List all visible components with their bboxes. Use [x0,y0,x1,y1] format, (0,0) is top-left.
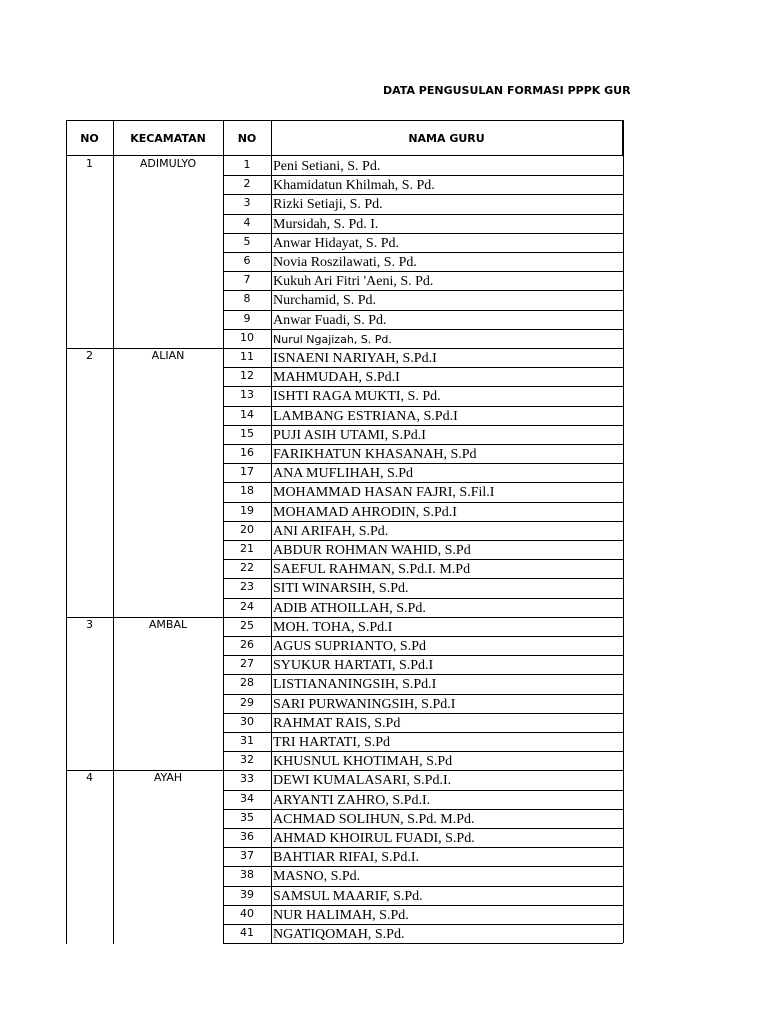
teacher-name: SITI WINARSIH, S.Pd. [273,581,409,597]
teacher-number: 34 [240,791,254,805]
teacher-number: 32 [240,753,254,767]
teacher-name: Kukuh Ari Fitri 'Aeni, S. Pd. [273,274,434,290]
kecamatan-name: AYAH [153,771,183,785]
teacher-number: 38 [240,868,254,882]
teacher-number: 5 [243,234,251,248]
teacher-number: 27 [240,657,254,671]
teacher-number: 23 [240,580,254,594]
teacher-table [66,120,623,944]
teacher-number: 9 [243,311,251,325]
teacher-number: 41 [240,926,254,939]
teacher-name: RAHMAT RAIS, S.Pd [273,715,401,731]
teacher-number: 16 [240,446,254,459]
teacher-number: 36 [240,830,254,843]
header-kecamatan: KECAMATAN [113,120,223,156]
header-no-guru: NO [223,120,271,156]
group-number: 3 [86,617,93,631]
teacher-name: Peni Setiani, S. Pd. [273,159,381,174]
teacher-name: BAHTIAR RIFAI, S.Pd.I. [273,850,419,866]
teacher-number: 10 [240,330,254,344]
kecamatan-name: AMBAL [148,617,188,631]
teacher-number: 12 [240,369,254,383]
column-divider [113,120,114,944]
column-divider [66,120,67,944]
teacher-number: 15 [240,426,254,440]
teacher-name: NUR HALIMAH, S.Pd. [273,907,409,923]
teacher-name: FARIKHATUN KHASANAH, S.Pd [273,447,477,462]
teacher-number: 18 [240,484,254,498]
teacher-name: LAMBANG ESTRIANA, S.Pd.I [273,408,458,424]
teacher-number: 31 [240,734,254,747]
teacher-name: NGATIQOMAH, S.Pd. [273,927,405,942]
teacher-name: MOHAMAD AHRODIN, S.Pd.I [273,504,457,520]
teacher-number: 14 [240,407,254,421]
teacher-name: Nurchamid, S. Pd. [273,293,377,309]
teacher-name: DEWI KUMALASARI, S.Pd.I. [273,773,452,789]
teacher-number: 4 [243,215,251,229]
teacher-name: TRI HARTATI, S.Pd [273,735,391,750]
teacher-name: Anwar Hidayat, S. Pd. [273,235,399,251]
teacher-number: 11 [240,350,254,363]
teacher-number: 20 [240,522,254,536]
teacher-number: 13 [240,388,254,402]
teacher-name: ISNAENI NARIYAH, S.Pd.I [273,351,437,366]
teacher-name: SARI PURWANINGSIH, S.Pd.I [273,696,456,712]
group-number: 2 [86,349,93,362]
teacher-name: Mursidah, S. Pd. I. [273,216,379,232]
teacher-name: MOH. TOHA, S.Pd.I [273,619,393,635]
teacher-name: Nurul Ngajizah, S. Pd. [273,332,392,346]
teacher-name: ADIB ATHOILLAH, S.Pd. [273,600,426,616]
teacher-number: 33 [240,772,254,786]
document-title: DATA PENGUSULAN FORMASI PPPK GUR [383,84,631,97]
teacher-name: ARYANTI ZAHRO, S.Pd.I. [273,792,431,808]
teacher-number: 22 [240,561,254,575]
teacher-number: 17 [240,465,254,479]
teacher-number: 24 [240,599,254,613]
group-number: 1 [86,157,93,170]
teacher-name: KHUSNUL KHOTIMAH, S.Pd [273,754,453,770]
teacher-name: LISTIANANINGSIH, S.Pd.I [273,677,437,693]
teacher-name: ANI ARIFAH, S.Pd. [273,523,389,539]
teacher-number: 8 [243,292,251,306]
teacher-name: Khamidatun Khilmah, S. Pd. [273,178,435,194]
teacher-name: Rizki Setiaji, S. Pd. [273,197,383,213]
teacher-name: AGUS SUPRIANTO, S.Pd [273,639,427,654]
teacher-number: 37 [240,849,254,863]
group-number: 4 [86,771,93,785]
kecamatan-name: ALIAN [151,349,185,362]
teacher-number: 1 [243,158,251,171]
header-no: NO [66,120,113,156]
teacher-number: 2 [243,177,251,191]
teacher-number: 19 [240,503,254,517]
teacher-name: ISHTI RAGA MUKTI, S. Pd. [273,389,441,405]
teacher-number: 35 [240,810,254,824]
header-nama-guru: NAMA GURU [271,120,623,156]
teacher-number: 3 [243,196,251,210]
teacher-name: MASNO, S.Pd. [273,869,361,885]
teacher-number: 28 [240,676,254,690]
teacher-number: 7 [243,273,251,287]
teacher-name: ANA MUFLIHAH, S.Pd [273,466,414,482]
teacher-name: ACHMAD SOLIHUN, S.Pd. M.Pd. [273,811,475,827]
teacher-number: 39 [240,887,254,901]
teacher-name: AHMAD KHOIRUL FUADI, S.Pd. [273,831,475,846]
teacher-name: SAMSUL MAARIF, S.Pd. [273,888,423,904]
teacher-number: 30 [240,714,254,728]
teacher-name: MOHAMMAD HASAN FAJRI, S.Fil.I [273,485,495,501]
teacher-name: ABDUR ROHMAN WAHID, S.Pd [273,543,471,558]
teacher-name: SAEFUL RAHMAN, S.Pd.I. M.Pd [273,562,471,578]
teacher-number: 6 [243,254,251,267]
kecamatan-name: ADIMULYO [139,157,197,170]
teacher-name: PUJI ASIH UTAMI, S.Pd.I [273,427,426,443]
teacher-number: 29 [240,695,254,709]
teacher-number: 26 [240,638,254,651]
teacher-name: MAHMUDAH, S.Pd.I [273,370,400,386]
teacher-number: 25 [240,618,254,632]
table-bottom-border [223,943,623,944]
teacher-name: Anwar Fuadi, S. Pd. [273,312,387,328]
column-divider [623,120,624,943]
teacher-name: Novia Roszilawati, S. Pd. [273,255,417,270]
teacher-name: SYUKUR HARTATI, S.Pd.I [273,658,434,674]
teacher-number: 40 [240,906,254,920]
teacher-number: 21 [240,542,254,555]
